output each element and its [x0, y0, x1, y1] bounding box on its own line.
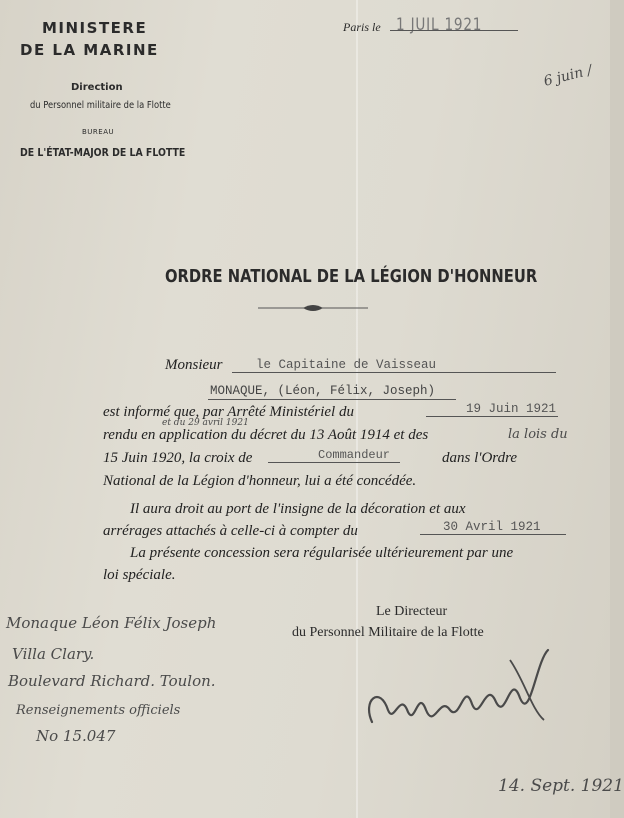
- footer-date: 14. Sept. 1921: [498, 776, 624, 796]
- address-number: No 15.047: [36, 727, 116, 745]
- direction-label: Direction: [71, 82, 123, 93]
- arrete-line: [426, 416, 558, 417]
- address-boulevard: Boulevard Richard. Toulon.: [8, 672, 216, 690]
- title-ornament: [258, 302, 368, 314]
- compter-line: [420, 534, 566, 535]
- ministry-line1: MINISTERE: [42, 19, 148, 37]
- name-line: [208, 399, 456, 400]
- address-name: Monaque Léon Félix Joseph: [6, 614, 217, 632]
- address-villa: Villa Clary.: [12, 645, 95, 663]
- body-line3-end: dans l'Ordre: [442, 450, 518, 466]
- body-line6: arrérages attachés à celle-ci à compter du: [103, 523, 358, 539]
- body-line3-start: 15 Juin 1920, la croix de: [103, 450, 253, 466]
- grade-typed: Commandeur: [318, 448, 391, 462]
- grade-line: [268, 462, 400, 463]
- line2-handwritten: la lois du: [508, 427, 568, 442]
- bureau-label: BUREAU: [82, 128, 115, 136]
- body-line7: La présente concession sera régularisée ultérieurement par une: [130, 545, 514, 561]
- rank-typed: le Capitaine de Vaisseau: [256, 358, 437, 372]
- body-line8: loi spéciale.: [103, 567, 176, 583]
- body-line1: est informé que, par Arrêté Ministériel du: [103, 404, 354, 420]
- date-line: [390, 30, 518, 31]
- rank-line: [232, 372, 556, 373]
- address-renseignements: Renseignements officiels: [16, 703, 181, 718]
- name-typed: MONAQUE, (Léon, Félix, Joseph): [210, 384, 436, 398]
- director-department: du Personnel Militaire de la Flotte: [292, 625, 484, 640]
- compter-date: 30 Avril 1921: [443, 520, 541, 534]
- document-title: ORDRE NATIONAL DE LA LÉGION D'HONNEUR: [165, 266, 538, 287]
- stamped-date: 1 JUIL 1921: [396, 15, 483, 35]
- body-line4: National de la Légion d'honneur, lui a été concédée.: [103, 473, 417, 489]
- place-label: Paris le: [343, 20, 381, 34]
- director-title: Le Directeur: [376, 604, 448, 619]
- paper-fold: [356, 0, 358, 818]
- direction-detail: du Personnel militaire de la Flotte: [30, 100, 171, 111]
- director-signature: [360, 640, 560, 735]
- body-line5: Il aura droit au port de l'insigne de la décoration et aux: [130, 501, 466, 517]
- monsieur-label: Monsieur: [165, 357, 223, 373]
- handwritten-date: 6 juin /: [542, 62, 594, 90]
- body-line2: rendu en application du décret du 13 Août 1914 et des: [103, 427, 429, 443]
- insert-handwritten: et du 29 avril 1921: [162, 418, 249, 428]
- bureau-name: DE L'ÉTAT-MAJOR DE LA FLOTTE: [20, 146, 186, 159]
- ministry-line2: DE LA MARINE: [20, 41, 159, 59]
- arrete-date: 19 Juin 1921: [466, 402, 557, 416]
